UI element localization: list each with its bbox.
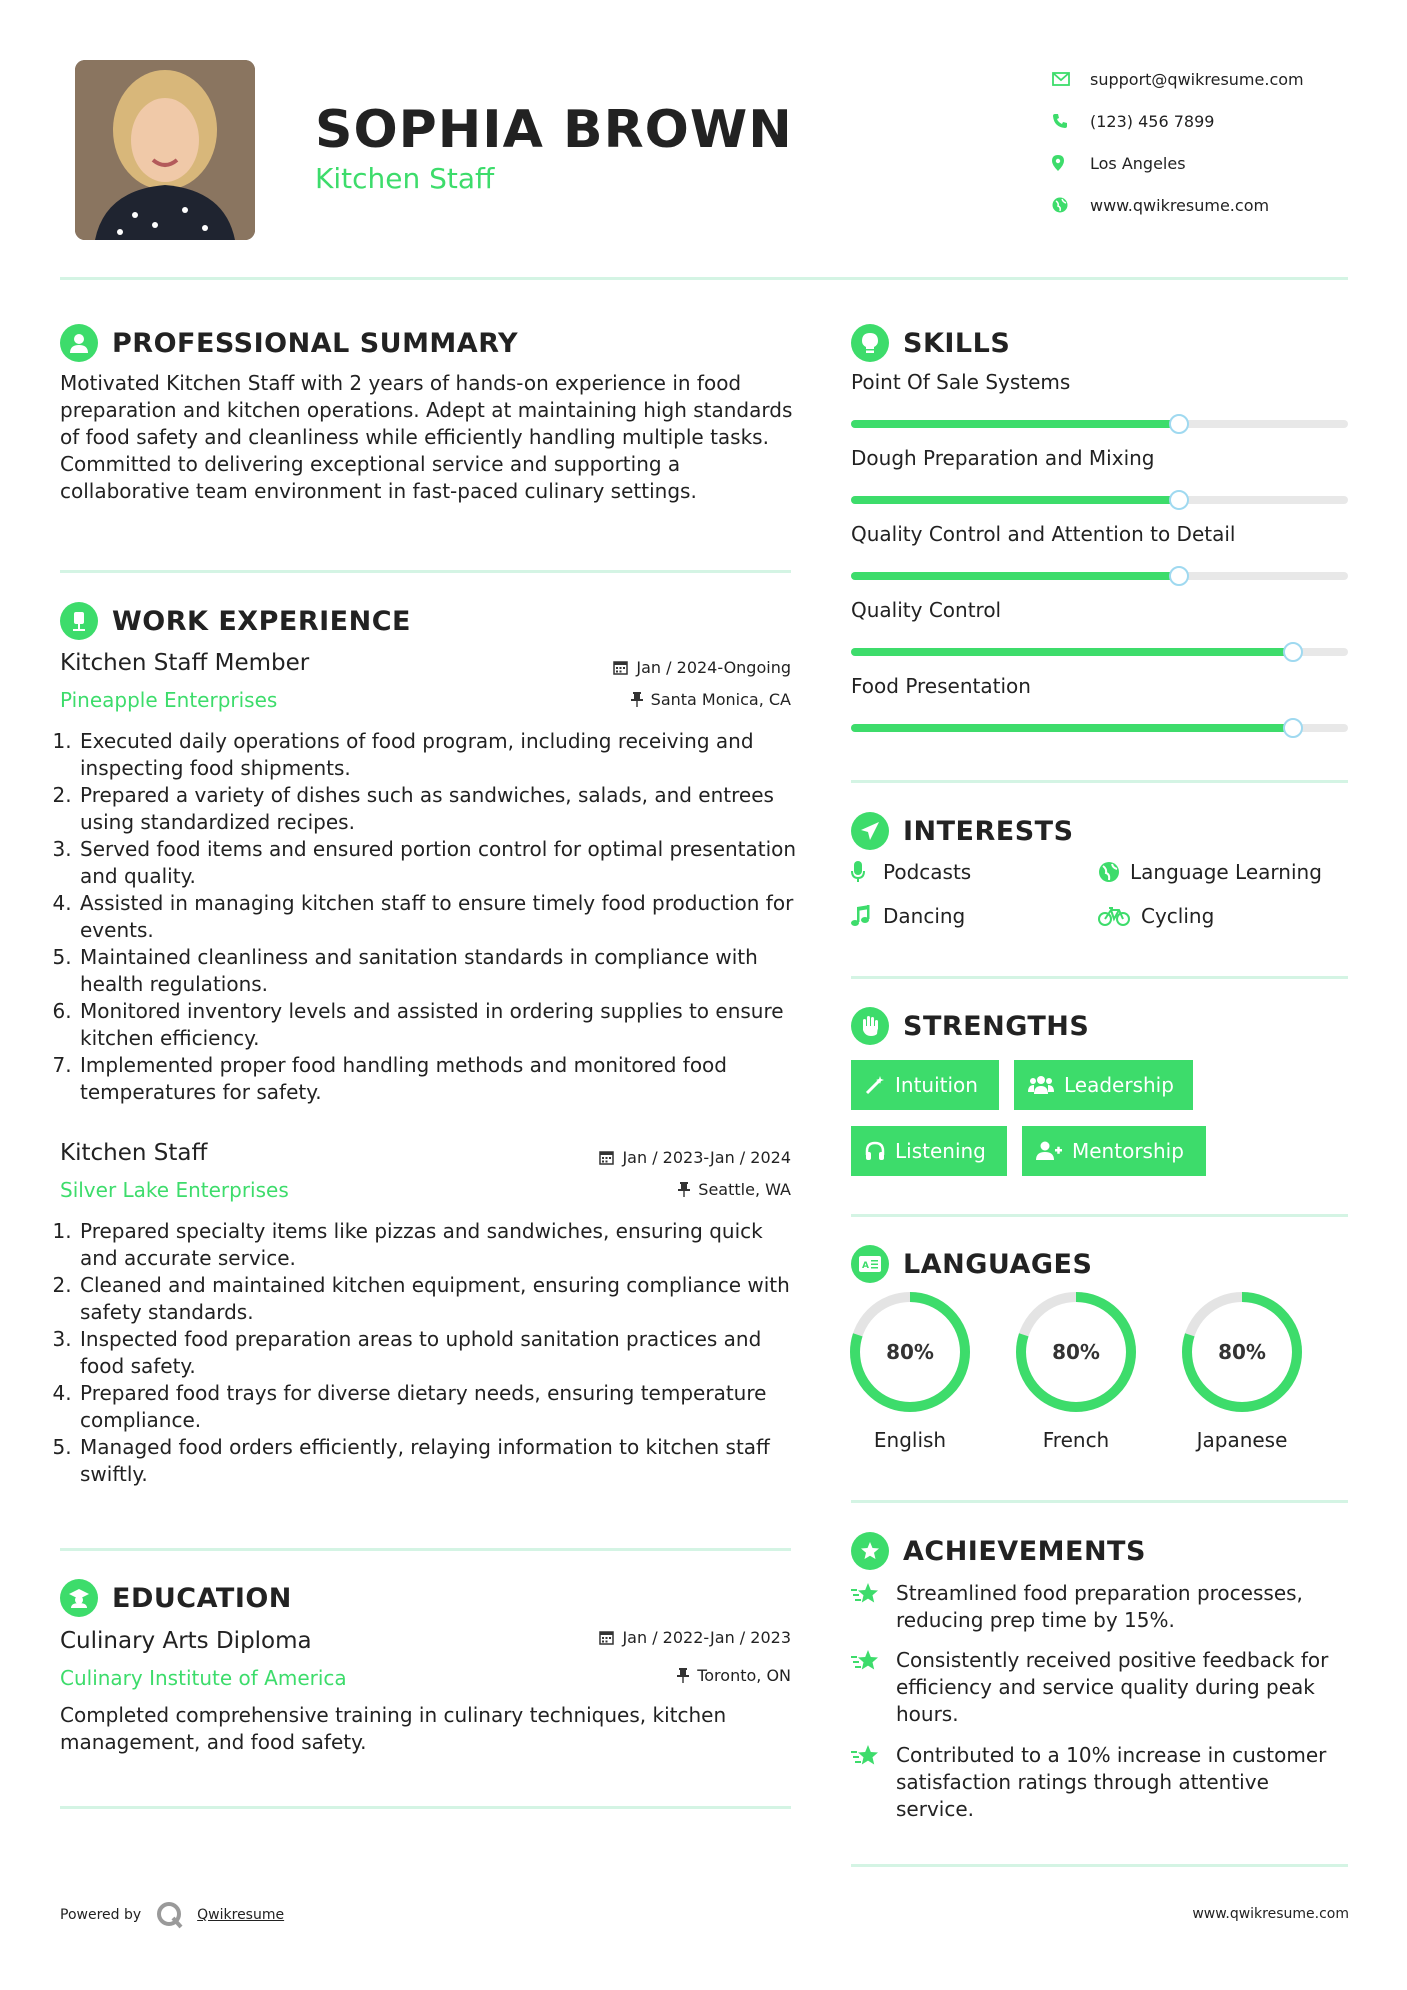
microphone-icon [851,861,883,883]
skill-bar [851,496,1348,504]
language-icon [851,1245,889,1283]
hand-icon [851,1007,889,1045]
skill-item [851,522,1348,580]
qwikresume-logo-icon [155,1900,185,1930]
candidate-name: SOPHIA BROWN [315,100,793,160]
experience-divider [60,1548,791,1551]
globe-icon [1098,861,1130,883]
powered-by: Powered by Qwikresume [60,1900,284,1930]
education-degree: Culinary Arts Diploma [60,1628,312,1654]
skill-name: Food Presentation [851,674,1031,698]
skill-knob [1169,414,1189,434]
experience-section-header [60,602,411,640]
skill-fill [851,572,1179,580]
contact-phone[interactable]: (123) 456 7899 [1052,100,1304,142]
paper-plane-icon [851,812,889,850]
strengths-divider [851,1214,1348,1217]
interests-divider [851,976,1348,979]
interests-title: INTERESTS [903,815,1074,847]
skill-item [851,370,1348,428]
list-item: 4. Assisted in managing kitchen staff to ensure timely food production for events. [78,890,800,944]
education-dates: Jan / 2022-Jan / 2023 [599,1628,791,1647]
job-title: Kitchen Staff Member [60,650,310,676]
interests-section-header [851,812,1074,850]
skill-item [851,598,1348,656]
skills-section-header [851,324,1010,362]
list-item: 1. Prepared specialty items like pizzas and sandwiches, ensuring quick and accurate service. [78,1218,800,1272]
interest-item: Dancing [851,904,965,928]
calendar-icon [599,1150,614,1165]
lightbulb-icon [851,324,889,362]
skill-bar [851,648,1348,656]
achievements-title: ACHIEVEMENTS [903,1535,1146,1567]
skill-knob [1169,490,1189,510]
skill-bar [851,420,1348,428]
map-pin-icon [1052,155,1090,171]
job-duties-list [60,728,800,1106]
skill-name: Quality Control [851,598,1002,622]
education-section-header [60,1579,292,1617]
job-location: Santa Monica, CA [631,690,791,709]
list-item: 4. Prepared food trays for diverse dietary needs, ensuring temperature compliance. [78,1380,800,1434]
education-divider [60,1806,791,1809]
interest-item: Cycling [1098,904,1214,928]
skill-knob [1169,566,1189,586]
summary-text: Motivated Kitchen Staff with 2 years of hands-on experience in food preparation and kitchen operations. Adept at maintaining high standards of food safety and cleanliness while efficiently handling multiple tasks. Committed to delivering exceptional service and supporting a collaborative team environment in fast-paced culinary settings. [60,371,793,503]
globe-icon [1052,197,1090,213]
achievements-divider [851,1864,1348,1867]
contact-block [1052,58,1304,226]
achievements-section-header [851,1532,1146,1570]
language-percent: 80% [1052,1340,1100,1364]
language-item [1180,1290,1304,1452]
skill-bar [851,572,1348,580]
skill-bar [851,724,1348,732]
star-icon [851,1580,896,1634]
language-item [848,1290,972,1452]
summary-title: PROFESSIONAL SUMMARY [112,327,519,359]
headphones-icon [865,1141,885,1161]
pushpin-icon [677,1668,689,1683]
header-divider [60,277,1348,280]
user-icon [60,324,98,362]
calendar-icon [599,1630,614,1645]
achievement-item: Contributed to a 10% increase in customer satisfaction ratings through attentive service. [851,1742,1351,1823]
list-item: 7. Implemented proper food handling methods and monitored food temperatures for safety. [78,1052,800,1106]
skill-fill [851,420,1179,428]
list-item: 6. Monitored inventory levels and assisted in ordering supplies to ensure kitchen efficiency. [78,998,800,1052]
language-name: English [873,1428,947,1452]
list-item: 3. Inspected food preparation areas to uphold sanitation practices and food safety. [78,1326,800,1380]
education-title: EDUCATION [112,1582,292,1614]
candidate-role: Kitchen Staff [315,162,495,195]
skill-name: Quality Control and Attention to Detail [851,522,1236,546]
experience-title: WORK EXPERIENCE [112,605,411,637]
skill-knob [1283,642,1303,662]
skill-name: Point Of Sale Systems [851,370,1071,394]
list-item: 2. Cleaned and maintained kitchen equipment, ensuring compliance with safety standards. [78,1272,800,1326]
skill-item [851,674,1348,732]
language-name: Japanese [1196,1428,1288,1452]
pushpin-icon [678,1182,690,1197]
pushpin-icon [631,692,643,707]
job-company: Pineapple Enterprises [60,688,278,712]
languages-title: LANGUAGES [903,1248,1093,1280]
education-location: Toronto, ON [677,1666,791,1685]
phone-icon [1052,113,1090,129]
list-item: 3. Served food items and ensured portion control for optimal presentation and quality. [78,836,800,890]
profile-photo [75,60,255,240]
star-icon [851,1742,896,1823]
language-item [1014,1290,1138,1452]
strengths-title: STRENGTHS [903,1010,1090,1042]
job-dates: Jan / 2023-Jan / 2024 [599,1148,791,1167]
briefcase-icon [60,602,98,640]
users-icon [1028,1075,1054,1095]
job-location: Seattle, WA [678,1180,791,1199]
footer-website[interactable]: www.qwikresume.com [1192,1906,1349,1922]
skill-item [851,446,1348,504]
strength-tag: Intuition [851,1060,999,1110]
strengths-section-header [851,1007,1089,1045]
interest-item: Language Learning [1098,860,1322,884]
skill-name: Dough Preparation and Mixing [851,446,1155,470]
user-plus-icon [1036,1141,1062,1161]
mail-icon [1052,72,1090,86]
job-dates: Jan / 2024-Ongoing [613,658,791,677]
achievement-item: Consistently received positive feedback for efficiency and service quality during peak hours. [851,1647,1351,1728]
interest-item: Podcasts [851,860,971,884]
magic-wand-icon [865,1075,885,1095]
calendar-icon [613,660,628,675]
list-item: 5. Maintained cleanliness and sanitation standards in compliance with health regulations. [78,944,800,998]
education-school: Culinary Institute of America [60,1666,347,1690]
strength-tag: Mentorship [1022,1126,1206,1176]
strength-tag: Leadership [1014,1060,1193,1110]
graduate-icon [60,1579,98,1617]
summary-section-header [60,324,518,362]
skills-divider [851,780,1348,783]
music-note-icon [851,905,883,927]
education-description: Completed comprehensive training in culinary techniques, kitchen management, and food safety. [60,1703,727,1754]
skill-fill [851,648,1293,656]
contact-location: Los Angeles [1052,142,1304,184]
language-name: French [1042,1428,1110,1452]
job-duties-list [60,1218,800,1488]
achievement-item: Streamlined food preparation processes, reducing prep time by 15%. [851,1580,1351,1634]
skill-fill [851,724,1293,732]
job-company: Silver Lake Enterprises [60,1178,289,1202]
list-item: 5. Managed food orders efficiently, relaying information to kitchen staff swiftly. [78,1434,800,1488]
job-title: Kitchen Staff [60,1140,208,1166]
star-icon [851,1647,896,1728]
list-item: 1. Executed daily operations of food program, including receiving and inspecting food shipments. [78,728,800,782]
svg-text:A: A [862,1261,869,1271]
summary-divider [60,570,791,573]
languages-divider [851,1500,1348,1503]
list-item: 2. Prepared a variety of dishes such as sandwiches, salads, and entrees using standardized recipes. [78,782,800,836]
language-percent: 80% [1218,1340,1266,1364]
contact-email[interactable]: support@qwikresume.com [1052,58,1304,100]
skill-fill [851,496,1179,504]
language-percent: 80% [886,1340,934,1364]
contact-website[interactable]: www.qwikresume.com [1052,184,1304,226]
skills-title: SKILLS [903,327,1011,359]
languages-section-header [851,1245,1092,1283]
bicycle-icon [1098,906,1141,926]
qwikresume-link[interactable]: Qwikresume [197,1907,285,1923]
skill-knob [1283,718,1303,738]
strength-tag: Listening [851,1126,1007,1176]
trophy-icon [851,1532,889,1570]
